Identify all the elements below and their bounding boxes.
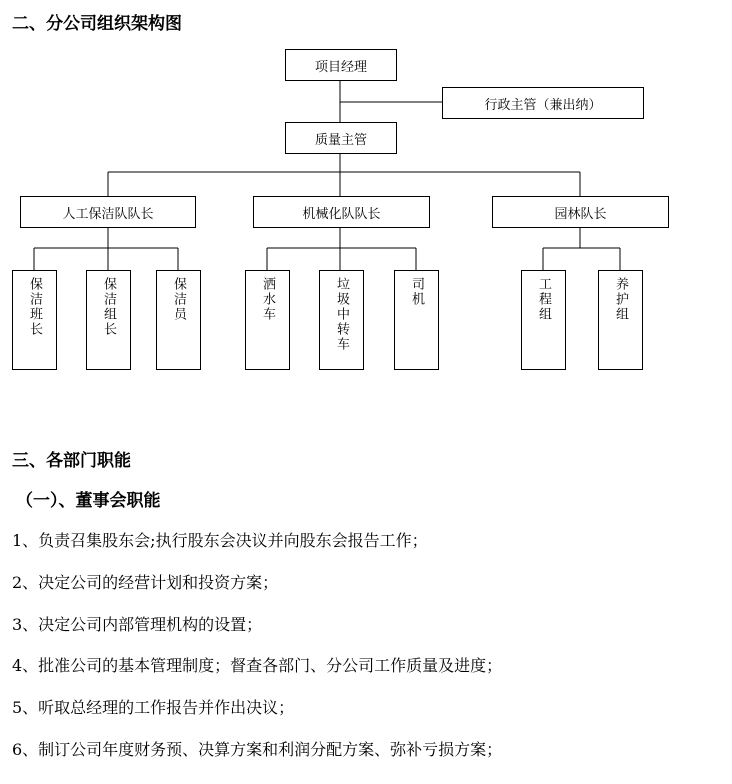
duty-item-5: 5、听取总经理的工作报告并作出决议； [12,698,295,717]
org-node-project-manager: 项目经理 [285,49,397,81]
section-2-title: 二、分公司组织架构图 [12,14,182,34]
org-node-cleaner [156,270,201,370]
org-node-label: 司机 [409,277,424,307]
org-node-mechanized-team-lead: 机械化队队长 [253,196,430,228]
org-node-label: 保洁员 [171,277,186,322]
org-node-cleaning-group-leader [86,270,131,370]
section-3-title: 三、各部门职能 [12,451,131,471]
org-node-landscape-team-lead: 园林队长 [492,196,669,228]
org-node-label: 保洁组长 [101,277,116,337]
org-node-engineering-group [521,270,566,370]
duty-item-2: 2、决定公司的经营计划和投资方案； [12,573,279,592]
org-node-quality-supervisor: 质量主管 [285,122,397,154]
org-node-label: 洒水车 [260,277,275,322]
org-node-label: 养护组 [613,277,628,322]
duty-item-6: 6、制订公司年度财务预、决算方案和利润分配方案、弥补亏损方案； [12,740,503,759]
org-node-label: 垃圾中转车 [334,277,349,352]
org-node-garbage-transfer-truck [319,270,364,370]
org-node-cleaning-squad-leader [12,270,57,370]
org-node-driver [394,270,439,370]
org-node-cleaning-team-lead: 人工保洁队队长 [20,196,196,228]
org-node-label: 工程组 [536,277,551,322]
org-node-label: 保洁班长 [27,277,42,337]
org-node-maintenance-group [598,270,643,370]
subsection-title: （一）、董事会职能 [16,491,161,511]
duty-item-1: 1、负责召集股东会;执行股东会决议并向股东会报告工作； [12,531,428,550]
org-node-sprinkler-truck [245,270,290,370]
duty-item-4: 4、批准公司的基本管理制度；督查各部门、分公司工作质量及进度； [12,656,503,675]
org-node-admin-supervisor: 行政主管（兼出纳） [442,87,644,119]
duty-item-3: 3、决定公司内部管理机构的设置； [12,615,263,634]
